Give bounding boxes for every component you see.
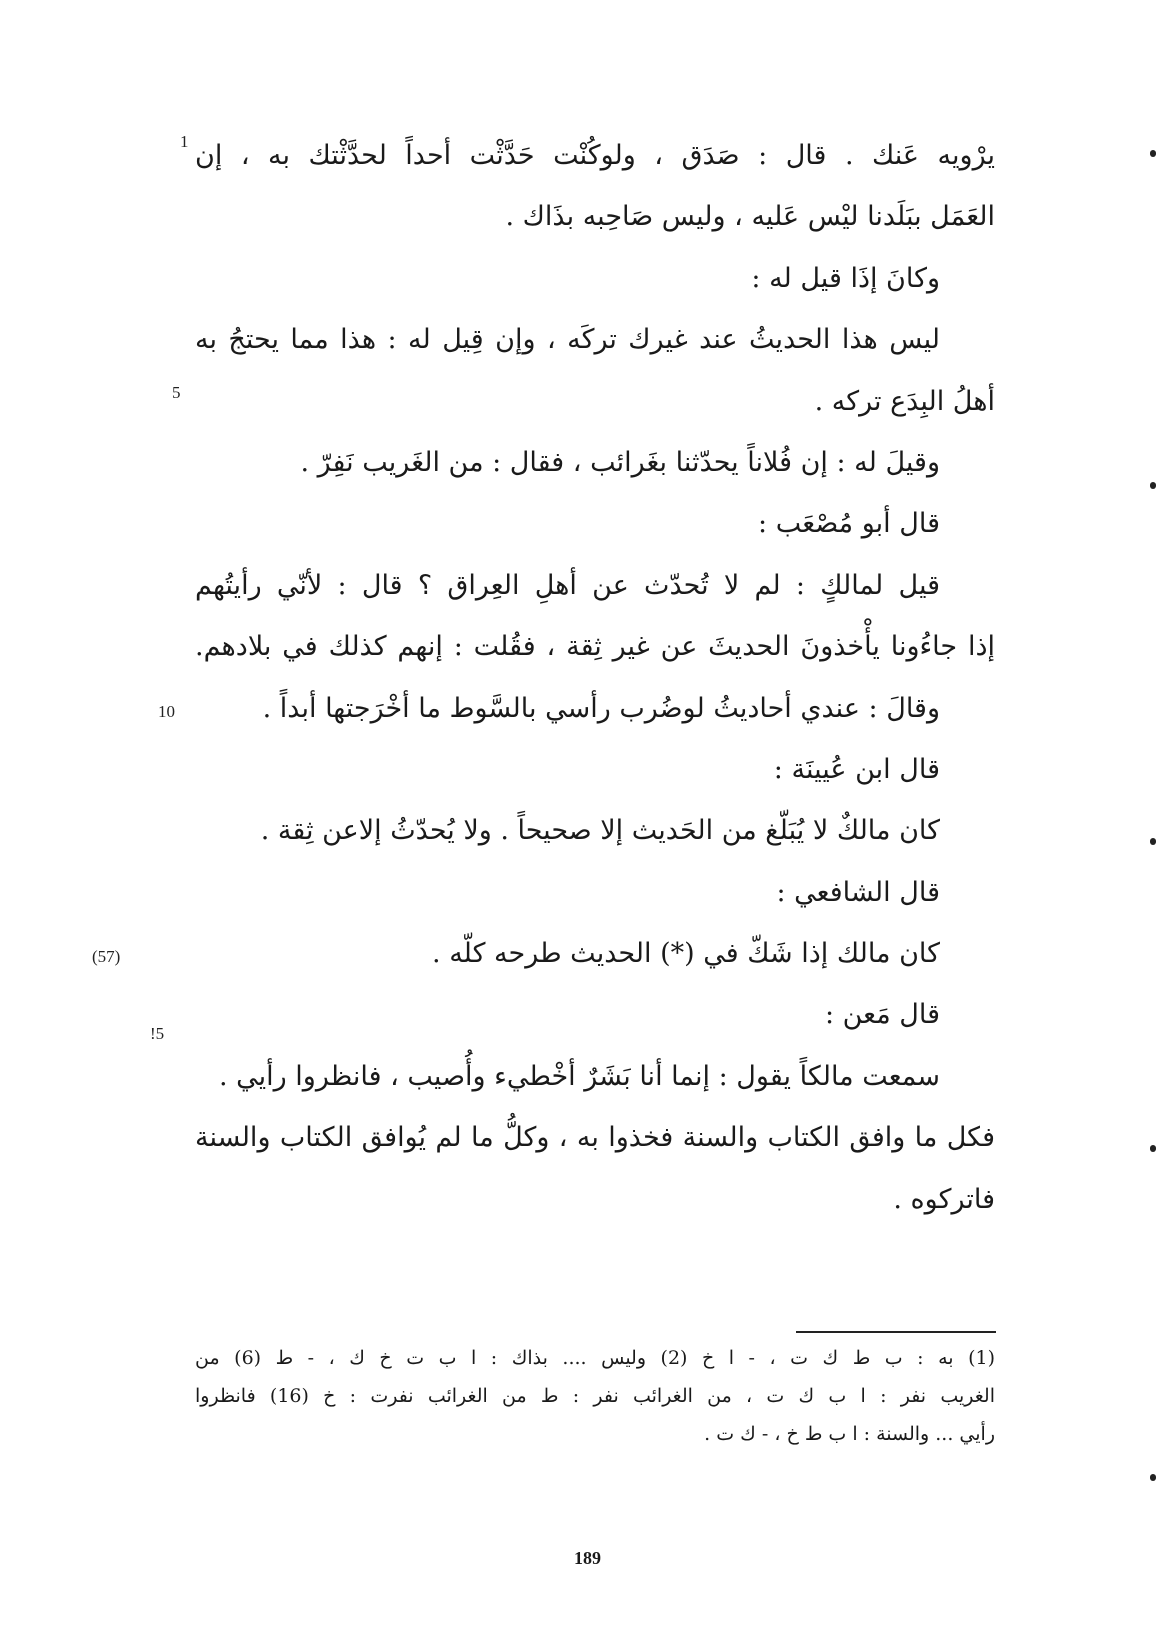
binding-dot [1150, 482, 1156, 489]
line-number: !5 [150, 1024, 165, 1043]
binding-dot [1150, 838, 1156, 845]
footnotes [195, 1339, 995, 1453]
text-line: إذا جاءُونا يأْخذونَ الحديثَ عن غير ثِقة ، فقُلت : إنهم كذلك في بلادهم. [195, 631, 995, 663]
text-line: فكل ما وافق الكتاب والسنة فخذوا به ، وكلُّ ما لم يُوافق الكتاب والسنة [195, 1122, 995, 1154]
line-number: (57) [92, 947, 121, 966]
text-line: كان مالكٌ لا يُبَلّغ من الحَديث إلا صحيحاً . ولا يُحدّثُ إلاعن ثِقة . [260, 815, 940, 847]
line-number: 5 [172, 383, 181, 402]
footnote-line: رأيي ... والسنة : ا ب ط خ ، - ك ت . [704, 1423, 995, 1445]
text-line: كان مالك إذا شَكّ في (*) الحديث طرحه كلّه . [432, 938, 940, 970]
binding-dot [1150, 1474, 1156, 1481]
text-line: وكانَ إذَا قيل له : [751, 262, 940, 294]
text-line: أهلُ البِدَع تركه . [814, 385, 995, 417]
text-line: قال أبو مُصْعَب : [758, 508, 940, 540]
text-line: قال مَعن : [824, 999, 940, 1031]
text-line: يرْويه عَنك . قال : صَدَق ، ولوكُنْت حَدَّثْت أحداً لحدَّثْتك به ، إن [195, 140, 995, 171]
text-line: ليس هذا الحديثُ عند غيرك تركَه ، وإن قِيل له : هذا مما يحتجُ به [195, 324, 940, 356]
text-line: قال الشافعي : [776, 876, 940, 908]
text-line: وقيلَ له : إن فُلاناً يحدّثنا بغَرائب ، فقال : من الغَريب نَفِرّ . [300, 446, 940, 478]
binding-dot [1150, 1145, 1156, 1152]
text-line: وقالَ : عندي أحاديثُ لوضُرب رأسي بالسَّوط ما أخْرَجتها أبداً . [262, 692, 940, 724]
line-number: 1 [180, 132, 189, 151]
line-number: 10 [158, 702, 175, 721]
page-number: 189 [574, 1548, 601, 1568]
text-line: قيل لمالكٍ : لم لا تُحدّث عن أهلِ العِراق ؟ قال : لأنّي رأيتُهم [195, 569, 940, 601]
main-text [195, 125, 995, 1230]
footnote-separator [796, 1331, 996, 1333]
text-line: سمعت مالكاً يقول : إنما أنا بَشَرٌ أخْطيء وأُصيب ، فانظروا رأيي . [219, 1060, 940, 1092]
text-line: العَمَل ببَلَدنا ليْس عَليه ، وليس صَاحِبه بذَاك . [505, 201, 995, 233]
footnote-line: الغريب نفر : ا ب ك ت ، من الغرائب نفر : ط من الغرائب نفرت : خ (16) فانظروا [195, 1385, 995, 1407]
text-line: قال ابن عُيينَة : [773, 753, 940, 785]
footnote-line: (1) به : ب ط ك ت ، - ا خ (2) وليس .... بذاك : ا ب ت خ ك ، - ط (6) من [195, 1347, 995, 1369]
binding-dot [1150, 150, 1156, 157]
text-line: فاتركوه . [893, 1183, 995, 1215]
